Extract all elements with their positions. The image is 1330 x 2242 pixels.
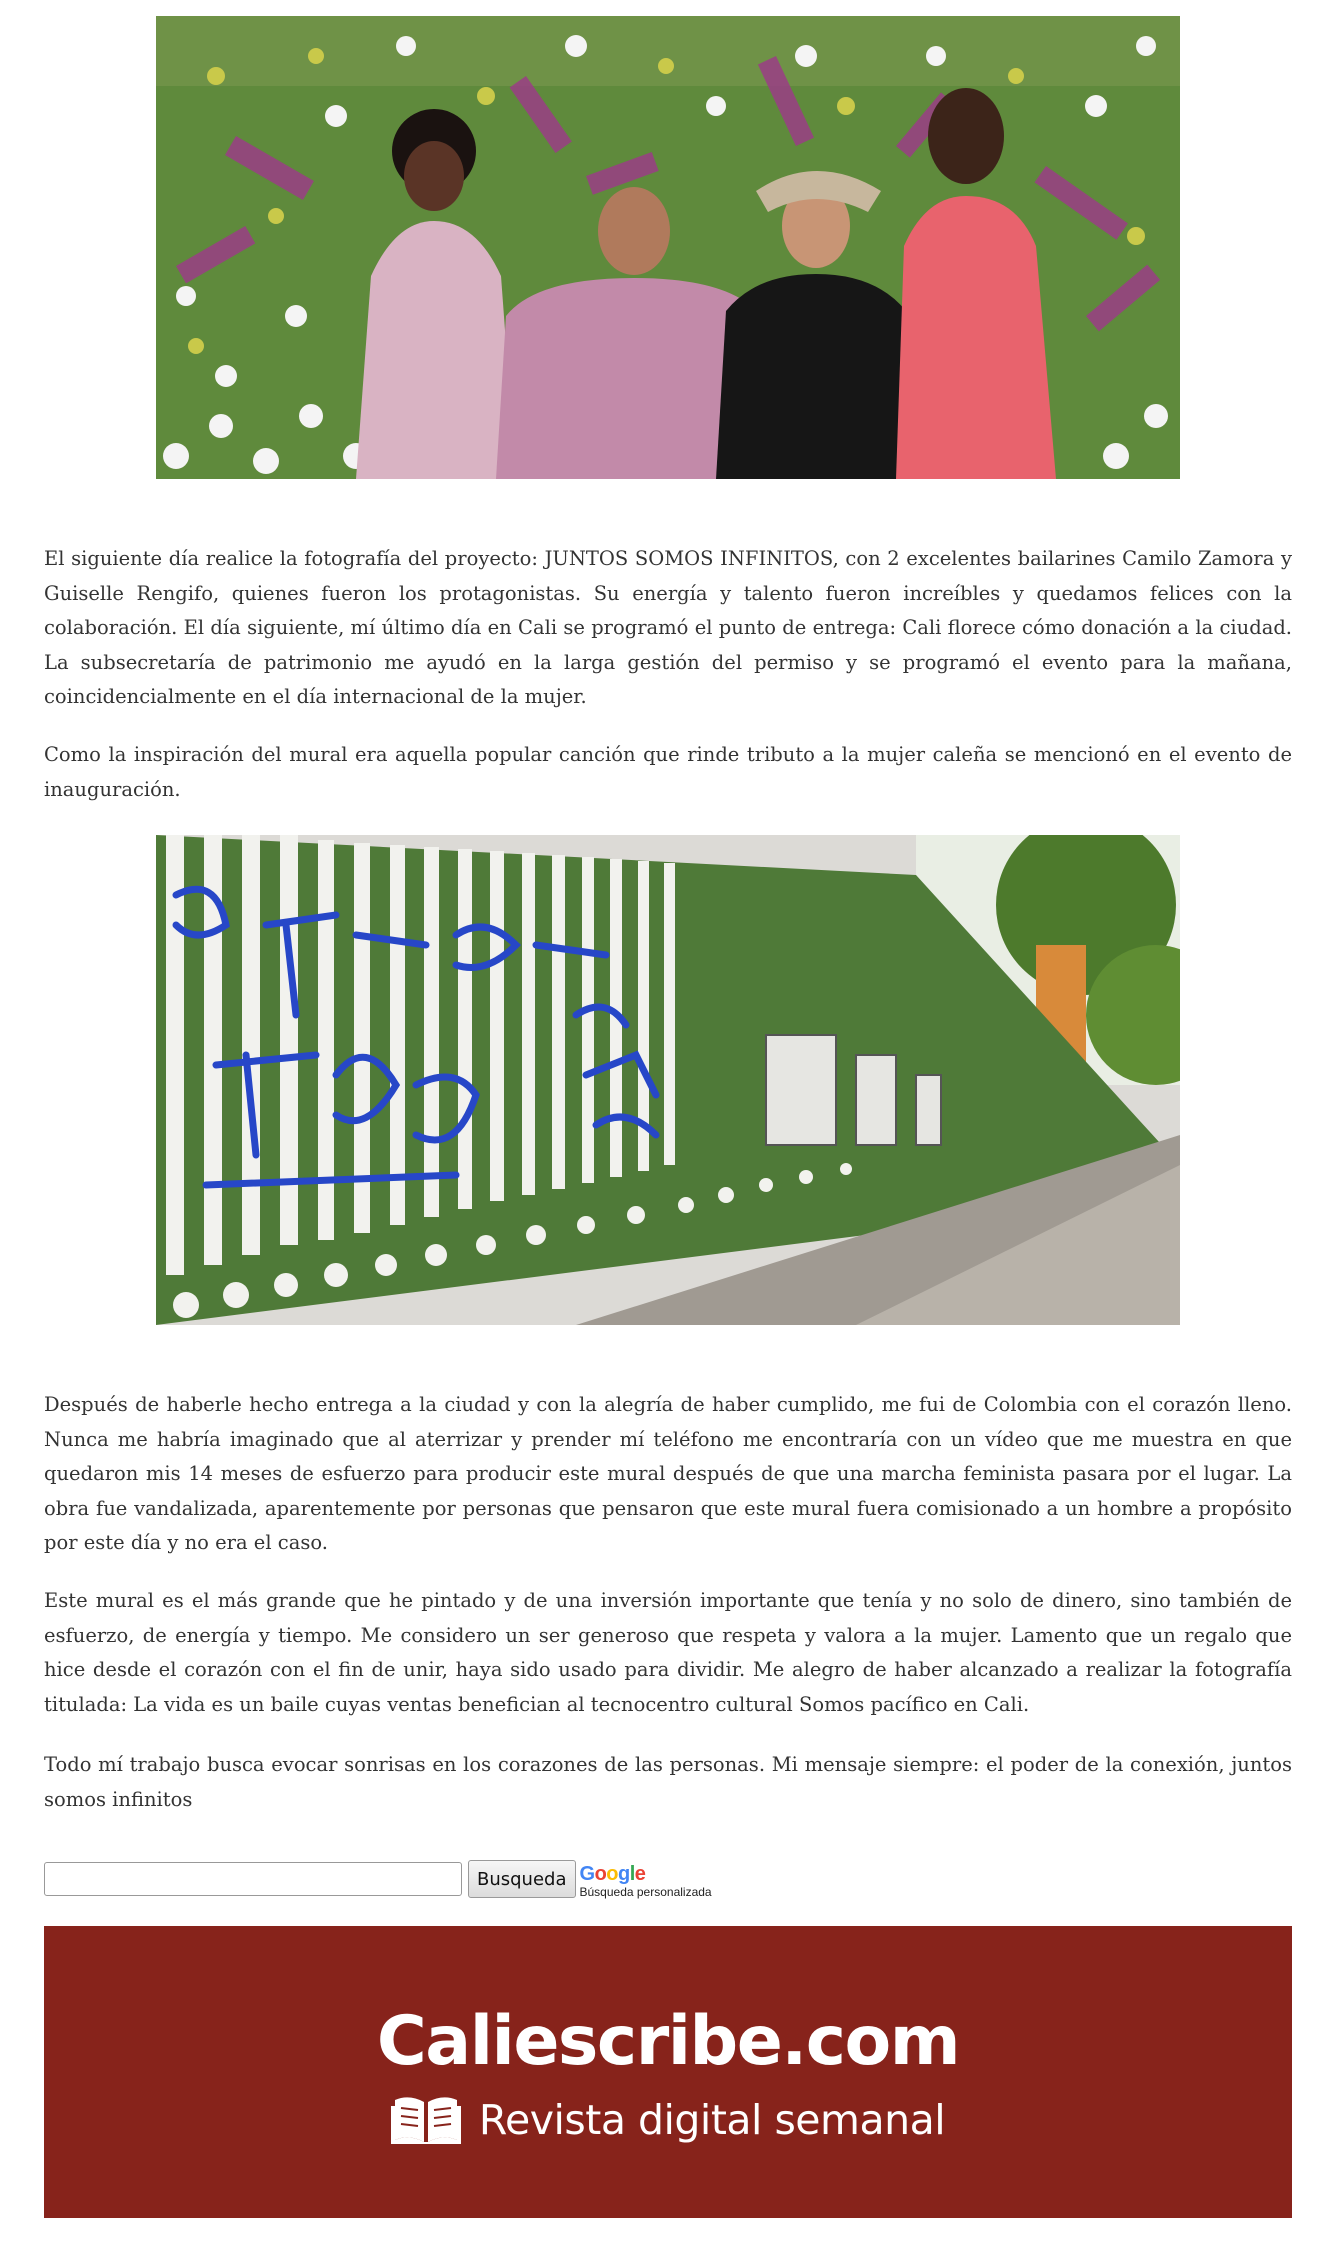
search-button[interactable]: Busqueda bbox=[468, 1860, 576, 1898]
paragraph-message: Todo mí trabajo busca evocar sonrisas en los corazones de las personas. Mi mensaje siempre: el poder de la conexión, juntos somos infinitos bbox=[44, 1753, 1292, 1811]
google-letter: e bbox=[634, 1863, 646, 1885]
banner-tagline-row bbox=[391, 2092, 945, 2148]
search-form bbox=[44, 1860, 712, 1900]
google-letter: l bbox=[629, 1863, 635, 1885]
caliescribe-banner[interactable] bbox=[44, 1926, 1292, 2218]
google-letter: o bbox=[606, 1863, 618, 1885]
paragraph-vandalism: Después de haberle hecho entrega a la ciudad y con la alegría de haber cumplido, me fui de Colombia con el corazón lleno. Nunca me habría imaginado que al aterrizar y prender mí teléfono me encontraría con un vídeo que me muestra en que quedaron mis 14 meses de esfuerzo para producir este mural después de que una marcha feminista pasara por el lugar. La obra fue vandalizada, aparentemente por personas que pensaron que este mural fuera comisionado a un hombre a propósito por este día y no era el caso. bbox=[44, 1393, 1292, 1554]
banner-logo-text: Caliescribe.com bbox=[376, 2002, 960, 2081]
google-letter: g bbox=[618, 1863, 630, 1885]
mural-photo-dancers bbox=[156, 16, 1180, 479]
google-branding bbox=[580, 1864, 712, 1898]
google-letter: o bbox=[594, 1863, 607, 1885]
banner-tagline: Revista digital semanal bbox=[478, 2096, 946, 2144]
open-book-icon bbox=[391, 2092, 461, 2148]
paragraph-investment: Este mural es el más grande que he pintado y de una inversión importante que tenía y no solo de dinero, sino también de esfuerzo, de energía y tiempo. Me considero un ser generoso que respeta y valora a la mujer. Lamento que un regalo que hice desde el corazón con el fin de unir, haya sido usado para dividir. Me alegro de haber alcanzado a realizar la fotografía titulada: La vida es un baile cuyas ventas benefician al tecnocentro cultural Somos pacífico en Cali. bbox=[44, 1589, 1292, 1716]
search-input[interactable] bbox=[44, 1862, 462, 1896]
paragraph-photo-session: El siguiente día realice la fotografía del proyecto: JUNTOS SOMOS INFINITOS, con 2 excelentes bailarines Camilo Zamora y Guiselle Rengifo, quienes fueron los protagonistas. Su energía y talento fueron increíbles y quedamos felices con la colaboración. El día siguiente, mí último día en Cali se programó el punto de entrega: Cali florece cómo donación a la ciudad. La subsecretaría de patrimonio me ayudó en la larga gestión del permiso y se programó el evento para la mañana, coincidencialmente en el día internacional de la mujer. bbox=[44, 547, 1292, 708]
google-letter: G bbox=[579, 1863, 595, 1885]
mural-photo-vandalized bbox=[156, 835, 1180, 1325]
paragraph-inspiration: Como la inspiración del mural era aquella popular canción que rinde tributo a la mujer caleña se mencionó en el evento de inauguración. bbox=[44, 743, 1292, 801]
google-logo bbox=[580, 1864, 712, 1884]
custom-search-label: Búsqueda personalizada bbox=[579, 1885, 712, 1899]
